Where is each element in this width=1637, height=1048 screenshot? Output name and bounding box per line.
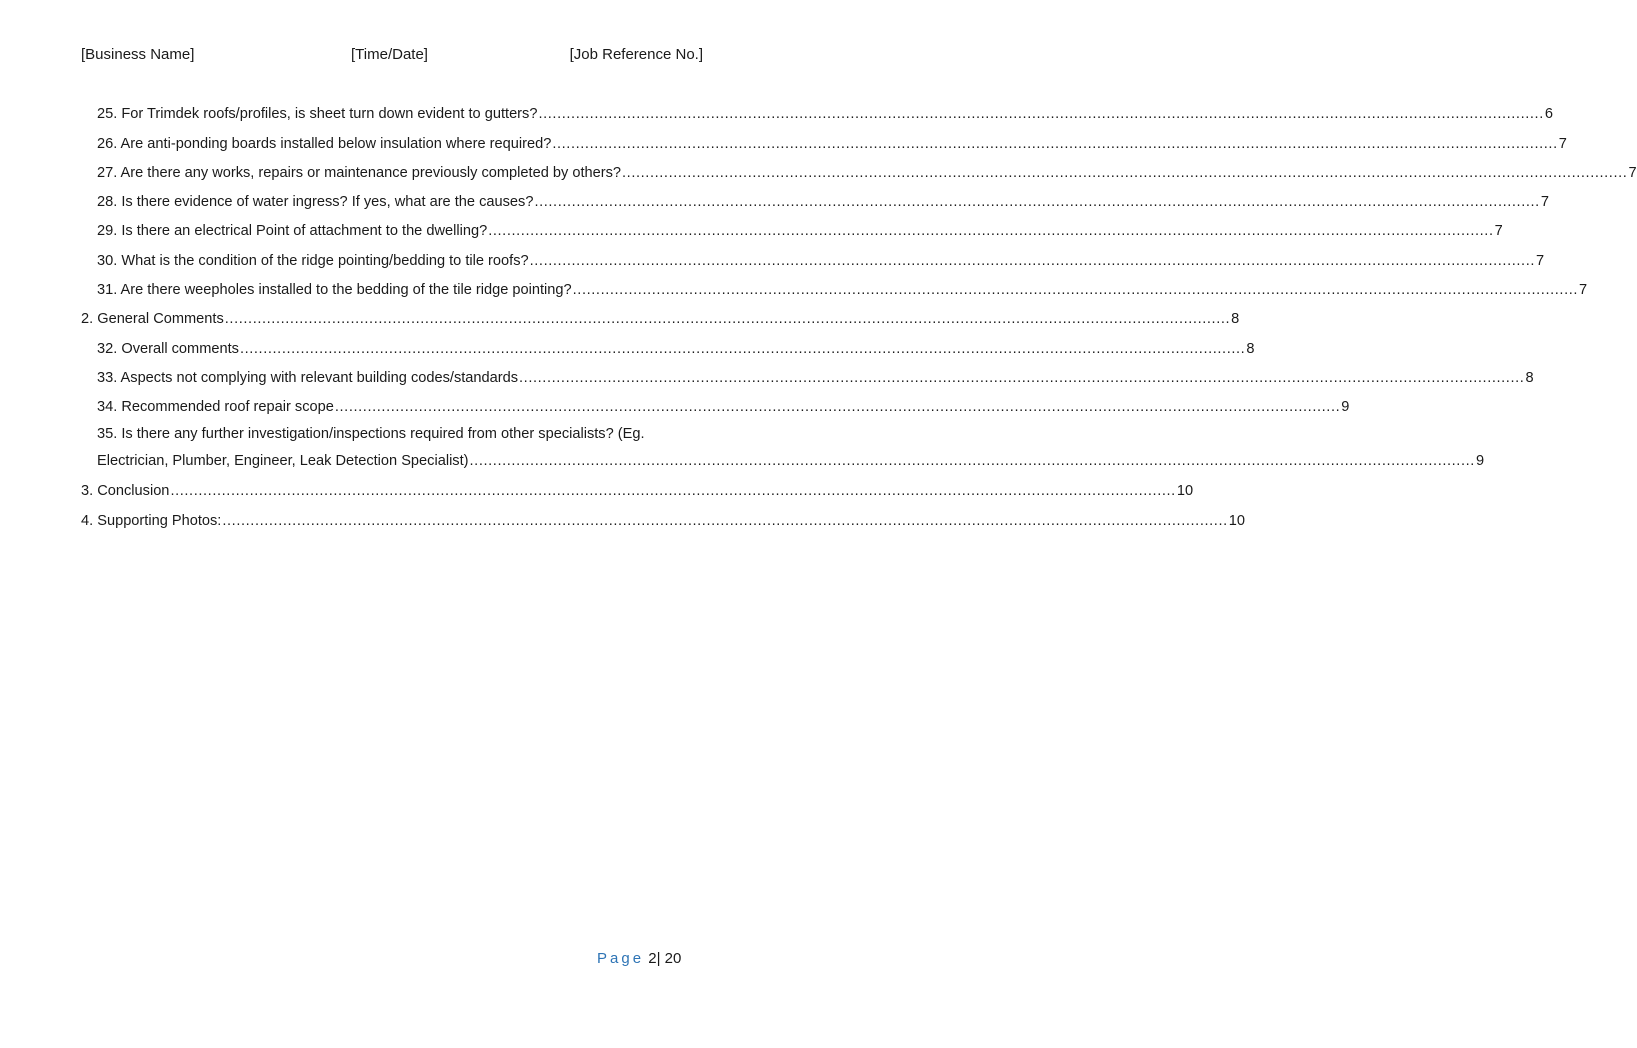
toc-entry-title: 26. Are anti-ponding boards installed below insulation where required? (97, 135, 552, 152)
toc-entry-general-comments[interactable] (81, 298, 1240, 328)
toc-entry-title: 33. Aspects not complying with relevant building codes/standards (97, 369, 519, 386)
toc-entry-title: 4. Supporting Photos: (81, 512, 222, 529)
toc-entry-32[interactable] (81, 327, 1255, 357)
toc-leader-dots (551, 136, 1558, 152)
toc-entry-page: 9 (1475, 453, 1485, 470)
page-footer (597, 950, 681, 967)
toc-entry-title: 3. Conclusion (81, 483, 170, 500)
page-header (81, 46, 703, 66)
toc-entry-page: 8 (1246, 340, 1255, 357)
footer-page-word: Page (597, 950, 645, 967)
footer-page-number: 2 (648, 950, 657, 967)
footer-separator: | (656, 950, 661, 967)
toc-leader-dots (518, 370, 1525, 386)
toc-entry-page: 10 (1228, 512, 1245, 529)
toc-entry-title: 32. Overall comments (97, 340, 239, 357)
toc-entry-30[interactable] (81, 239, 1545, 269)
toc-entry-page: 7 (1540, 194, 1549, 211)
toc-entry-25[interactable] (81, 93, 1553, 123)
toc-leader-dots (224, 311, 1231, 327)
toc-entry-title: 28. Is there evidence of water ingress? If yes, what are the causes? (97, 194, 534, 211)
toc-entry-page: 7 (1579, 282, 1588, 299)
toc-entry-supporting-photos[interactable] (81, 499, 1245, 529)
toc-entry-34[interactable] (81, 386, 1350, 416)
header-job-reference: [Job Reference No.] (569, 46, 703, 63)
table-of-contents (81, 93, 1637, 529)
toc-entry-page: 7 (1628, 164, 1637, 181)
toc-leader-dots (529, 253, 1536, 269)
toc-entry-page: 9 (1341, 399, 1350, 416)
toc-entry-33[interactable] (81, 357, 1534, 386)
toc-entry-title: 27. Are there any works, repairs or maintenance previously completed by others? (97, 164, 622, 181)
toc-leader-dots (169, 483, 1176, 499)
toc-entry-title-line2: Electrician, Plumber, Engineer, Leak Detection Specialist) (97, 453, 469, 470)
toc-entry-31[interactable] (81, 269, 1588, 299)
toc-entry-29[interactable] (81, 210, 1503, 240)
toc-entry-conclusion[interactable] (81, 469, 1194, 500)
toc-leader-dots (537, 106, 1544, 122)
toc-leader-dots (334, 399, 1341, 415)
toc-entry-title: 31. Are there weepholes installed to the bedding of the tile ridge pointing? (97, 282, 572, 299)
toc-entry-title: 2. General Comments (81, 311, 224, 328)
toc-entry-28[interactable] (81, 181, 1549, 211)
toc-entry-page: 8 (1525, 369, 1534, 386)
toc-leader-dots (621, 165, 1628, 181)
toc-entry-page: 7 (1494, 223, 1503, 240)
header-time-date: [Time/Date] (351, 46, 428, 63)
toc-entry-page: 8 (1231, 311, 1240, 328)
toc-leader-dots (533, 194, 1540, 210)
toc-entry-title: 29. Is there an electrical Point of attachment to the dwelling? (97, 223, 488, 240)
toc-leader-dots (572, 282, 1579, 298)
toc-entry-page: 10 (1176, 483, 1194, 500)
toc-leader-dots (469, 453, 1476, 469)
toc-entry-35[interactable] (81, 423, 1485, 470)
toc-leader-dots (487, 223, 1494, 239)
toc-leader-dots (239, 341, 1246, 357)
toc-entry-page: 7 (1536, 252, 1545, 269)
toc-entry-title-line1: 35. Is there any further investigation/inspections required from other specialists? (Eg. (97, 426, 645, 443)
toc-entry-title: 34. Recommended roof repair scope (97, 399, 334, 416)
footer-total-pages: 20 (664, 950, 682, 967)
toc-leader-dots (221, 513, 1228, 529)
toc-entry-27[interactable] (81, 152, 1637, 181)
header-business-name: [Business Name] (81, 46, 195, 63)
toc-entry-title: 30. What is the condition of the ridge pointing/bedding to tile roofs? (97, 252, 529, 269)
toc-entry-page: 6 (1544, 106, 1553, 123)
toc-entry-page: 7 (1558, 135, 1567, 152)
toc-entry-26[interactable] (81, 122, 1567, 152)
toc-entry-title: 25. For Trimdek roofs/profiles, is sheet turn down evident to gutters? (97, 106, 538, 123)
